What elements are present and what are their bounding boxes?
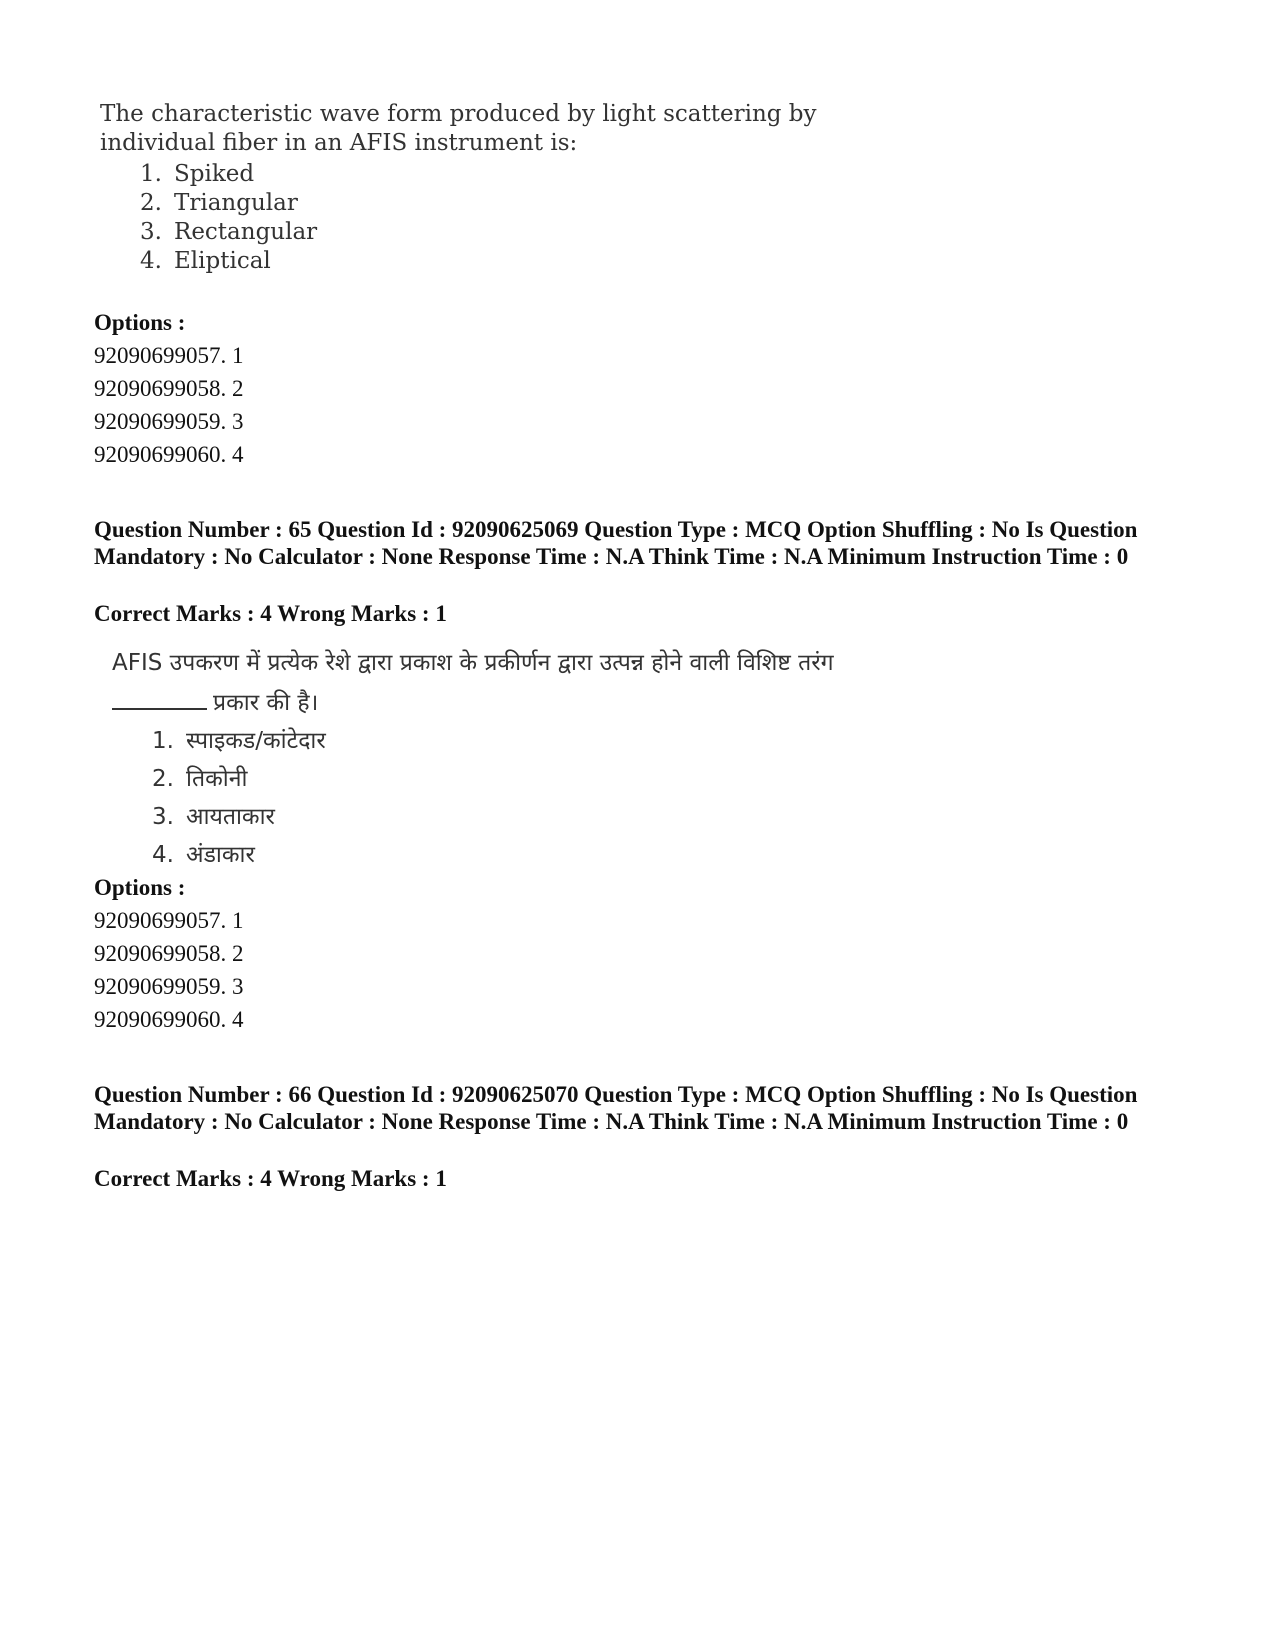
option-item: 92090699057. 1 (94, 343, 244, 368)
choice-list (112, 722, 932, 874)
choice-text: स्पाइकड/कांटेदार (186, 728, 326, 754)
choice-number: 4. (152, 842, 174, 868)
choice-item (152, 836, 932, 874)
choice-item (152, 798, 932, 836)
choice-number: 2. (140, 190, 162, 216)
choice-item (140, 218, 900, 247)
choice-list (100, 160, 900, 276)
choice-item (140, 160, 900, 189)
choice-text: Triangular (174, 190, 298, 216)
fill-blank (112, 682, 207, 710)
choice-item (152, 722, 932, 760)
choice-text: Spiked (174, 161, 255, 187)
choice-number: 3. (140, 219, 162, 245)
stem-line-2-text: प्रकार की है। (213, 690, 319, 716)
question-meta: Question Number : 65 Question Id : 92090625069 Question Type : MCQ Option Shuffling : No Is Question Mandatory : No Calculator : None Response Time : N.A Think Time : N.A Minimum Instruction Time : 0 (94, 517, 1138, 569)
choice-item (140, 247, 900, 276)
choice-number: 1. (152, 728, 174, 754)
question-stem-line-2 (112, 682, 932, 722)
question-stem: The characteristic wave form produced by light scattering by individual fiber in an AFIS instrument is: (100, 101, 817, 156)
choice-number: 2. (152, 766, 174, 792)
options-list (94, 904, 244, 1036)
options-label: Options : (94, 875, 186, 900)
option-item: 92090699060. 4 (94, 1007, 244, 1032)
marks-line: Correct Marks : 4 Wrong Marks : 1 (94, 1166, 447, 1191)
choice-text: Rectangular (174, 219, 318, 245)
question-stem-line-1: AFIS उपकरण में प्रत्येक रेशे द्वारा प्रकाश के प्रकीर्णन द्वारा उत्पन्न होने वाली विशिष्ट तरंग (112, 650, 834, 676)
question-image-hindi (112, 644, 932, 874)
question-meta: Question Number : 66 Question Id : 92090625070 Question Type : MCQ Option Shuffling : No Is Question Mandatory : No Calculator : None Response Time : N.A Think Time : N.A Minimum Instruction Time : 0 (94, 1082, 1138, 1134)
options-label: Options : (94, 310, 186, 335)
option-item: 92090699058. 2 (94, 376, 244, 401)
choice-text: तिकोनी (186, 766, 248, 792)
option-item: 92090699059. 3 (94, 409, 244, 434)
choice-item (140, 189, 900, 218)
choice-number: 3. (152, 804, 174, 830)
choice-text: अंडाकार (186, 842, 255, 868)
choice-item (152, 760, 932, 798)
marks-line: Correct Marks : 4 Wrong Marks : 1 (94, 601, 447, 626)
option-item: 92090699057. 1 (94, 908, 244, 933)
option-item: 92090699058. 2 (94, 941, 244, 966)
choice-text: आयताकार (186, 804, 275, 830)
choice-number: 4. (140, 248, 162, 274)
choice-number: 1. (140, 161, 162, 187)
question-image-english (100, 100, 900, 276)
options-list (94, 339, 244, 471)
choice-text: Eliptical (174, 248, 271, 274)
option-item: 92090699060. 4 (94, 442, 244, 467)
option-item: 92090699059. 3 (94, 974, 244, 999)
